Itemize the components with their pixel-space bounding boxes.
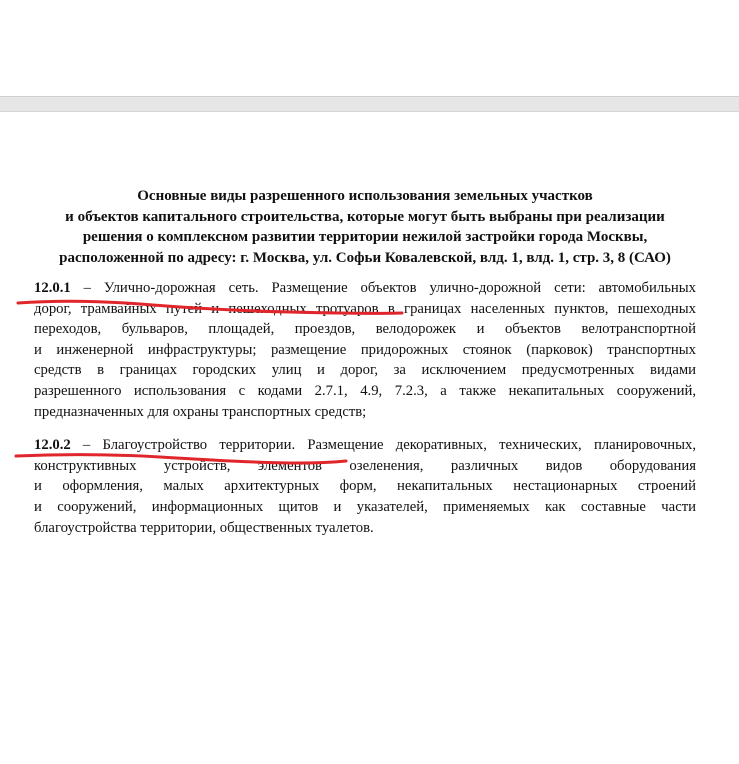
use-type-code: 12.0.2 [34, 437, 71, 454]
paragraph-line: средств в границах городских улиц и дорог, за исключением предусмотренных видами [34, 362, 696, 379]
paragraph-line: переходов, бульваров, площадей, проездов, велодорожек и объектов велотранспортной [34, 321, 696, 338]
document-body [34, 186, 696, 551]
use-type-paragraph-12-0-1 [34, 278, 696, 422]
paragraph-line: и сооружений, информационных щитов и указателей, применяемых как составные части [34, 498, 696, 515]
title-line: решения о комплексном развитии территории нежилой застройки города Москвы, [82, 229, 648, 245]
paragraph-line: и оформления, малых архитектурных форм, некапитальных нестационарных строений [34, 478, 696, 495]
title-line: и объектов капитального строительства, которые могут быть выбраны при реализации [65, 208, 665, 225]
title-line: Основные виды разрешенного использования земельных участков [137, 188, 593, 204]
paragraph-line [34, 278, 696, 299]
page-break-divider [0, 96, 739, 112]
paragraph-line: дорог, трамвайных путей и пешеходных тротуаров в границах населенных пунктов, пешеходных [34, 300, 696, 317]
document-title [34, 186, 696, 268]
paragraph-text: – Улично-дорожная сеть. Размещение объектов улично-дорожной сети: автомобильных [70, 280, 696, 296]
paragraph-line: благоустройства территории, общественных туалетов. [34, 519, 374, 536]
paragraph-line [34, 435, 696, 456]
use-type-code: 12.0.1 [34, 280, 71, 296]
paragraph-line: предназначенных для охраны транспортных средств; [34, 403, 367, 420]
title-line: расположенной по адресу: г. Москва, ул. Софьи Ковалевской, влд. 1, влд. 1, стр. 3, 8 (САО) [59, 249, 671, 266]
paragraph-text: – Благоустройство территории. Размещение декоративных, технических, планировочных, [70, 437, 696, 454]
paragraph-line: конструктивных устройств, элементов озеленения, различных видов оборудования [34, 457, 696, 474]
paragraph-line: разрешенного использования с кодами 2.7.1, 4.9, 7.2.3, а также некапитальных сооружений, [34, 382, 696, 399]
paragraph-line: и инженерной инфраструктуры; размещение придорожных стоянок (парковок) транспортных [34, 341, 696, 358]
use-type-paragraph-12-0-2 [34, 435, 696, 538]
